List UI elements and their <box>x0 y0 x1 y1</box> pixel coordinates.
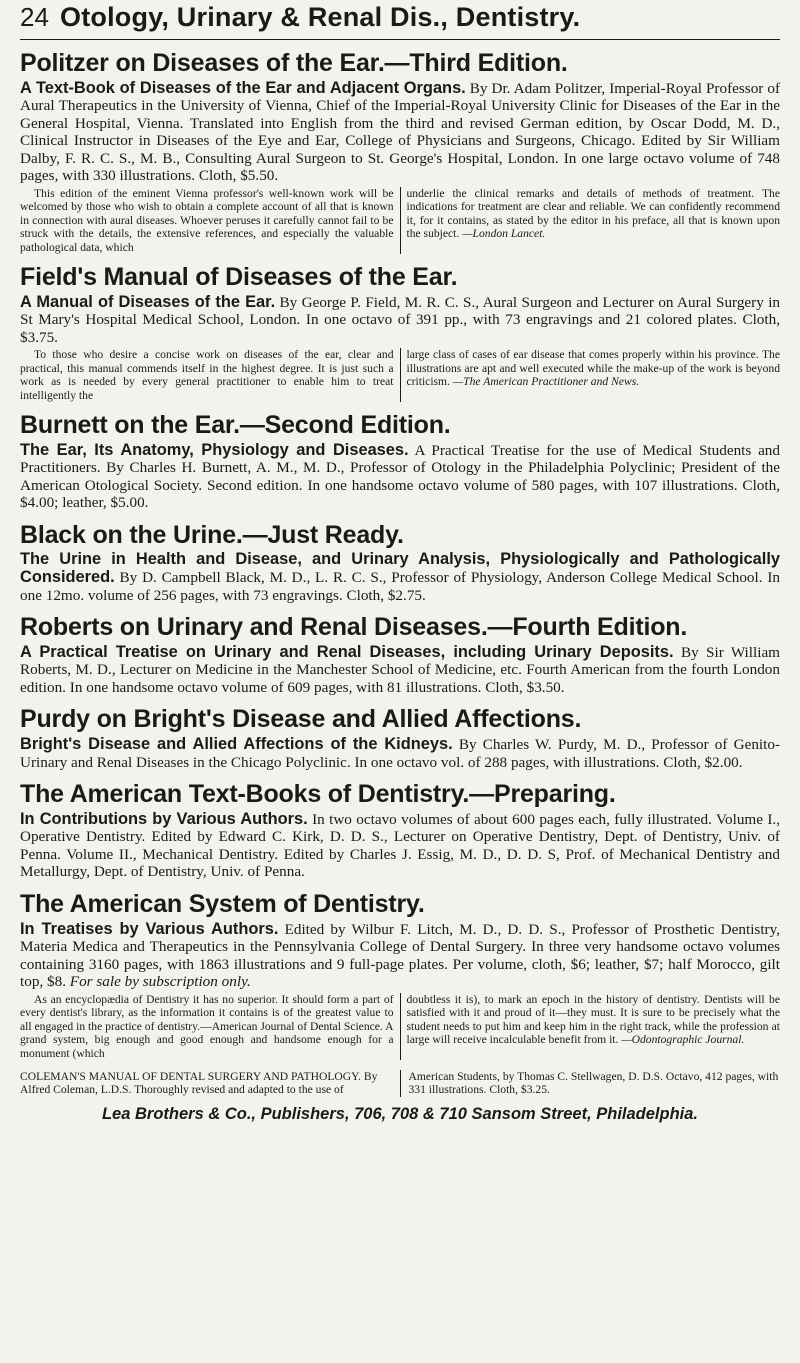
entry-body: A Practical Treatise for the use of Medical Students and Practitioners. By Charles H. Burnett, A. M., M. D., Professor of Otology in the Philadelphia Polyclinic; President of the American Otological Society. Second edition. In one handsome octavo volume of 580 pages, with 107 illustrations. Cloth, $4.00; leather, $5.00. <box>20 441 780 512</box>
entry-lead: Bright's Disease and Allied Affections of the Kidneys. <box>20 734 453 753</box>
entry-lead: A Text-Book of Diseases of the Ear and Adjacent Organs. <box>20 78 466 97</box>
entry-heading: Black on the Urine.—Just Ready. <box>20 520 404 549</box>
coleman-notice <box>20 1070 780 1097</box>
review-left: As an encyclopædia of Dentistry it has no superior. It should form a part of every dentist's library, as the information it contains is of the greatest value to all engaged in the practice of dentistry.—American Journal of Dental Science. A grand system, big enough and good enough and handsome enough for a monument (which <box>20 992 394 1060</box>
subscription-note: For sale by subscription only. <box>69 973 251 991</box>
entry-heading: Field's Manual of Diseases of the Ear. <box>20 263 458 292</box>
review-columns <box>20 993 780 1060</box>
entry-heading: Roberts on Urinary and Renal Diseases.—Fourth Edition. <box>20 613 688 642</box>
entry-text <box>20 294 780 347</box>
entry-lead: In Treatises by Various Authors. <box>20 919 279 938</box>
review-columns <box>20 348 780 402</box>
entry-body: By D. Campbell Black, M. D., L. R. C. S., Professor of Physiology, Anderson College Medical School. In one 12mo. volume of 256 pages, with 73 engravings. Cloth, $2.75. <box>20 568 781 604</box>
review-source: —Odontographic Journal. <box>621 1033 745 1047</box>
entry-body: Edited by Wilbur F. Litch, M. D., D. D. S., Professor of Prosthetic Dentistry, Materia Medica and Therapeutics in the Pennsylvania College of Dental Surgery. In three very handsome octavo volumes containing 3160 pages, with 1863 illustrations and 9 full-page plates. Per volume, cloth, $6; leather, $7; half Morocco, gilt top, $8. <box>20 920 781 991</box>
running-title: Otology, Urinary & Renal Dis., Dentistry. <box>60 2 581 32</box>
review-right <box>400 187 781 254</box>
entry-text <box>20 80 780 186</box>
entry-text <box>20 551 780 604</box>
review-text: large class of cases of ear disease that comes properly within his province. The illustrations are apt and well executed while the make-up of the work is beyond criticism. <box>406 348 780 389</box>
entry-system-dentistry <box>20 891 780 1060</box>
entry-text <box>20 736 780 771</box>
review-columns <box>20 187 780 254</box>
entry-text <box>20 644 780 697</box>
footer-left: COLEMAN'S MANUAL OF DENTAL SURGERY AND PATHOLOGY. By Alfred Coleman, L.D.S. Thoroughly revised and adapted to the use of <box>20 1069 378 1097</box>
entry-lead: In Contributions by Various Authors. <box>20 809 308 828</box>
publisher-imprint: Lea Brothers & Co., Publishers, 706, 708 & 710 Sansom Street, Philadelphia. <box>101 1104 699 1123</box>
entry-black <box>20 522 780 604</box>
entry-body: By Sir William Roberts, M. D., Lecturer on Medicine in the Manchester School of Medicine, etc. Fourth American from the fourth London edition. In one handsome octavo volume of 609 pages, with 81 illustrations. Cloth, $3.50. <box>20 643 780 696</box>
catalog-page <box>20 0 780 1124</box>
entry-text-books-dentistry <box>20 781 780 881</box>
entry-heading: The American Text-Books of Dentistry.—Preparing. <box>20 780 616 809</box>
entry-roberts <box>20 614 780 696</box>
entry-heading: Burnett on the Ear.—Second Edition. <box>20 411 451 439</box>
entry-body: By Dr. Adam Politzer, Imperial-Royal Professor of Aural Therapeutics in the University of Vienna, Chief of the Imperial-Royal University Clinic for Diseases of the Ear in the General Hospital, Vienna. Translated into English from the third and revised German edition, by Oscar Dodd, M. D., Clinical Instructor in Diseases of the Eye and Ear, College of Physicians and Surgeons, Chicago. Edited by Sir William Dalby, F. R. C. S., M. B., Consulting Aural Surgeon to St. George's Hospital, London. In one large octavo volume of 748 pages, with 330 illustrations. Cloth, $5.50. <box>20 79 781 185</box>
entry-lead: The Urine in Health and Disease, and Urinary Analysis, Physiologically and Pathologically Considered. <box>20 550 780 586</box>
entry-field <box>20 264 780 402</box>
entry-politzer <box>20 50 780 254</box>
review-left: To those who desire a concise work on diseases of the ear, clear and practical, this manual commends itself in the highest degree. It is just such a work as is needed by every general practitioner to enable him to treat intelligently the <box>20 348 394 402</box>
entry-lead: A Manual of Diseases of the Ear. <box>20 292 276 311</box>
review-right <box>400 993 781 1060</box>
entry-body: By George P. Field, M. R. C. S., Aural Surgeon and Lecturer on Aural Surgery in St Mary's Hospital Medical School, London. In one octavo of 391 pp., with 73 engravings and 21 colored plates. Cloth, $3.75. <box>20 293 781 346</box>
entry-purdy <box>20 706 780 771</box>
review-source: —London Lancet. <box>462 227 546 241</box>
running-header <box>20 2 780 40</box>
review-right <box>400 348 781 402</box>
review-left: This edition of the eminent Vienna professor's well-known work will be welcomed by those who wish to obtain a complete account of all that is known in connection with aural diseases. Whoever peruses it carefully cannot fail to be struck with the details, the extensive references, and especially the valuable pathological data, which <box>20 187 394 254</box>
page-number: 24 <box>20 2 49 32</box>
entry-lead: A Practical Treatise on Urinary and Renal Diseases, including Urinary Deposits. <box>20 642 674 661</box>
entry-heading: Politzer on Diseases of the Ear.—Third Edition. <box>20 49 568 77</box>
entry-lead: The Ear, Its Anatomy, Physiology and Diseases. <box>20 440 409 459</box>
entry-text <box>20 921 780 991</box>
review-text: doubtless it is), to mark an epoch in the history of dentistry. Dentists will be satisfied with it and proud of it—they must. It is sure to be precisely what the student needs to put him and keep him in the right track, while the profession at large will receive incalculable benefit from it. <box>406 992 780 1047</box>
review-text: underlie the clinical remarks and details of methods of treatment. The indications for treatment are clear and reliable. We can confidently recommend it, for it contains, as stated by the editor in his preface, all that is known upon the subject. <box>406 187 780 241</box>
entry-body: In two octavo volumes of about 600 pages each, fully illustrated. Volume I., Operative Dentistry. Edited by Edward C. Kirk, D. D. S., Lecturer on Operative Dentistry, Dept. of Dentistry, Univ. of Penna. Volume II., Mechanical Dentistry. Edited by Charles J. Essig, M. D., D. D. S, Prof. of Mechanical Dentistry and Metallurgy, Dept. of Dentistry, Univ. of Penna. <box>20 810 781 881</box>
entry-text <box>20 442 780 512</box>
entry-heading: Purdy on Bright's Disease and Allied Affections. <box>20 705 582 734</box>
footer-right: American Students, by Thomas C. Stellwagen, D. D.S. Octavo, 412 pages, with 331 illustrations. Cloth, $3.25. <box>400 1070 781 1097</box>
entry-body: By Charles W. Purdy, M. D., Professor of Genito-Urinary and Renal Diseases in the Chicago Polyclinic. In one octavo vol. of 288 pages, with illustrations. Cloth, $2.00. <box>20 735 781 771</box>
entry-text <box>20 811 780 881</box>
review-source: —The American Practitioner and News. <box>452 375 640 389</box>
entry-heading: The American System of Dentistry. <box>20 890 425 918</box>
entry-burnett <box>20 412 780 512</box>
